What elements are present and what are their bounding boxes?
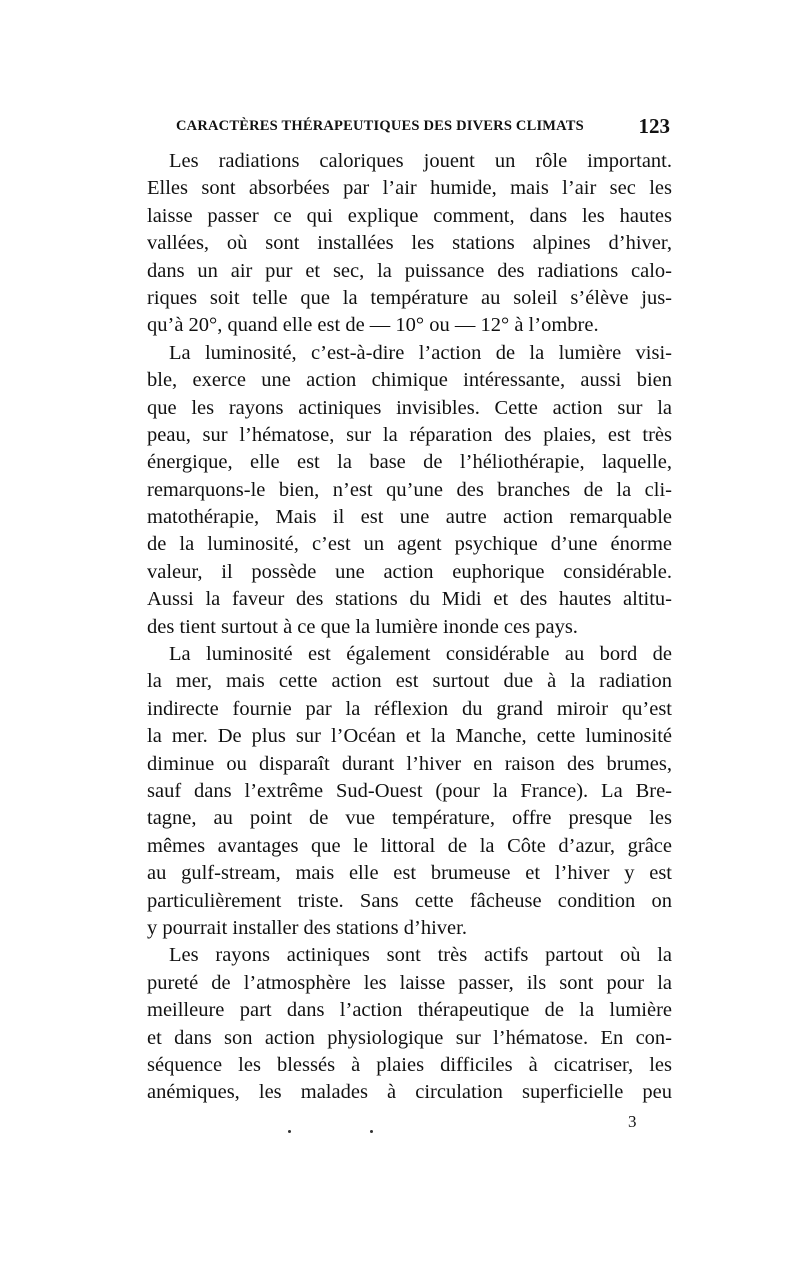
text-line: mêmes avantages que le littoral de la Côte d’azur, grâce: [147, 834, 672, 857]
page-footer: [0, 1106, 800, 1136]
paragraph-rayons-actiniques: [147, 942, 672, 1106]
text-line: La luminosité est également considérable au bord de: [169, 643, 672, 666]
text-line: sauf dans l’extrême Sud-Ouest (pour la France). La Bre-: [147, 779, 672, 802]
paragraph-luminosite: [147, 340, 672, 641]
text-line: pureté de l’atmosphère les laisse passer, ils sont pour la: [147, 971, 672, 994]
text-line: qu’à 20°, quand elle est de — 10° ou — 12° à l’ombre.: [147, 314, 599, 337]
text-line: matothérapie, Mais il est une autre action remarquable: [147, 506, 672, 529]
text-line: Les radiations caloriques jouent un rôle important.: [169, 150, 672, 172]
text-line: vallées, où sont installées les stations alpines d’hiver,: [147, 232, 672, 255]
text-line: anémiques, les malades à circulation superficielle peu: [147, 1081, 672, 1104]
body-text: [147, 148, 672, 1107]
running-title: CARACTÈRES THÉRAPEUTIQUES DES DIVERS CLIMATS: [176, 118, 584, 134]
text-line: Elles sont absorbées par l’air humide, mais l’air sec les: [147, 177, 672, 200]
text-line: dans un air pur et sec, la puissance des radiations calo-: [147, 259, 672, 282]
text-line: diminue ou disparaît durant l’hiver en raison des brumes,: [147, 752, 672, 775]
text-line: des tient surtout à ce que la lumière inonde ces pays.: [147, 615, 578, 638]
text-line: tagne, au point de vue température, offre presque les: [147, 807, 672, 830]
text-line: au gulf-stream, mais elle est brumeuse et l’hiver y est: [147, 862, 672, 885]
paragraph-bord-de-mer: [147, 641, 672, 942]
print-speck: [370, 1130, 373, 1133]
text-line: riques soit telle que la température au soleil s’élève jus-: [147, 286, 672, 309]
text-line: énergique, elle est la base de l’héliothérapie, laquelle,: [147, 451, 672, 474]
text-line: meilleure part dans l’action thérapeutique de la lumière: [147, 999, 672, 1022]
text-line: de la luminosité, c’est un agent psychique d’une énorme: [147, 533, 672, 556]
print-speck: [288, 1130, 291, 1133]
text-line: laisse passer ce qui explique comment, dans les hautes: [147, 204, 672, 227]
text-line: remarquons-le bien, n’est qu’une des branches de la cli-: [147, 478, 672, 501]
text-line: la mer, mais cette action est surtout due à la radiation: [147, 670, 672, 693]
text-line: y pourrait installer des stations d’hiver.: [147, 916, 467, 939]
text-line: peau, sur l’hématose, sur la réparation des plaies, est très: [147, 423, 672, 446]
text-line: la mer. De plus sur l’Océan et la Manche, cette luminosité: [147, 725, 672, 748]
text-line: valeur, il possède une action euphorique considérable.: [147, 560, 672, 583]
signature-mark: 3: [628, 1112, 637, 1131]
text-line: ble, exerce une action chimique intéressante, aussi bien: [147, 369, 672, 392]
text-line: Les rayons actiniques sont très actifs partout où la: [169, 944, 672, 967]
page-number: 123: [638, 114, 670, 138]
text-line: Aussi la faveur des stations du Midi et des hautes altitu-: [147, 588, 672, 611]
text-line: que les rayons actiniques invisibles. Cette action sur la: [147, 396, 672, 419]
text-line: particulièrement triste. Sans cette fâcheuse condition on: [147, 889, 672, 912]
paragraph-radiations-caloriques: [147, 148, 672, 340]
running-header: [176, 116, 670, 140]
text-line: séquence les blessés à plaies difficiles à cicatriser, les: [147, 1053, 672, 1076]
text-line: et dans son action physiologique sur l’hématose. En con-: [147, 1026, 672, 1049]
text-line: indirecte fournie par la réflexion du grand miroir qu’est: [147, 697, 672, 720]
text-line: La luminosité, c’est-à-dire l’action de la lumière visi-: [169, 341, 672, 364]
